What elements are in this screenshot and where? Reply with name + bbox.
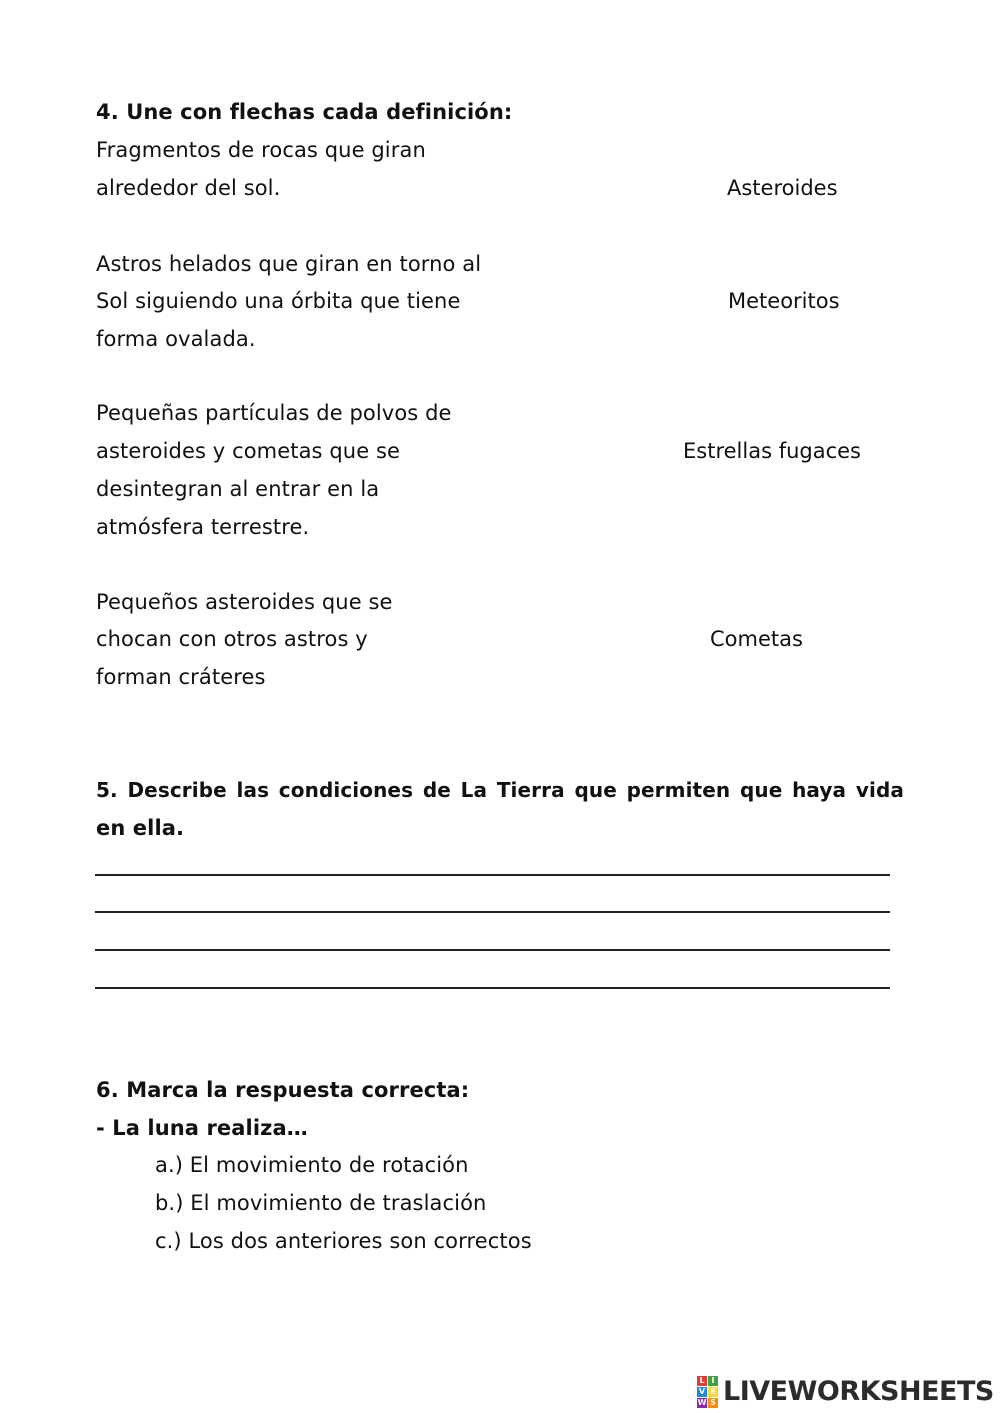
logo-cell: L — [697, 1376, 707, 1386]
definition-4-line-3: forman cráteres — [96, 665, 266, 689]
definition-3-line-2: asteroides y cometas que se — [96, 439, 401, 463]
option-b[interactable]: b.) El movimiento de traslación — [155, 1191, 487, 1215]
definition-1-line-1: Fragmentos de rocas que giran — [96, 138, 426, 162]
answer-line-2[interactable] — [95, 911, 890, 913]
section-5-heading-line-1: 5. Describe las condiciones de La Tierra que permiten que haya vida — [96, 778, 904, 802]
logo-cell: E — [708, 1387, 718, 1397]
term-estrellas-fugaces[interactable]: Estrellas fugaces — [683, 439, 861, 463]
watermark-text: LIVEWORKSHEETS — [723, 1376, 994, 1407]
section-6-heading: 6. Marca la respuesta correcta: — [96, 1078, 470, 1102]
liveworksheets-watermark — [697, 1376, 994, 1408]
logo-cell: I — [708, 1376, 718, 1386]
answer-line-4[interactable] — [95, 987, 890, 989]
term-meteoritos[interactable]: Meteoritos — [728, 289, 840, 313]
term-asteroides[interactable]: Asteroides — [727, 176, 838, 200]
logo-cell: S — [708, 1398, 718, 1408]
section-5-heading-line-2: en ella. — [96, 816, 185, 840]
option-c[interactable]: c.) Los dos anteriores son correctos — [155, 1229, 532, 1253]
definition-3-line-1: Pequeñas partículas de polvos de — [96, 401, 452, 425]
definition-2-line-3: forma ovalada. — [96, 327, 256, 351]
section-6-question: - La luna realiza… — [96, 1116, 308, 1140]
definition-3-line-3: desintegran al entrar en la — [96, 477, 380, 501]
answer-line-3[interactable] — [95, 949, 890, 951]
section-4-heading: 4. Une con flechas cada definición: — [96, 100, 513, 124]
definition-2-line-1: Astros helados que giran en torno al — [96, 252, 482, 276]
logo-cell: W — [697, 1398, 707, 1407]
definition-2-line-2: Sol siguiendo una órbita que tiene — [96, 289, 461, 313]
definition-4-line-1: Pequeños asteroides que se — [96, 590, 393, 614]
definition-4-line-2: chocan con otros astros y — [96, 627, 368, 651]
liveworksheets-logo-icon — [697, 1376, 718, 1408]
logo-cell: V — [698, 1387, 706, 1396]
definition-1-line-2: alrededor del sol. — [96, 176, 281, 200]
term-cometas[interactable]: Cometas — [710, 627, 803, 651]
answer-line-1[interactable] — [95, 874, 890, 876]
option-a[interactable]: a.) El movimiento de rotación — [155, 1153, 469, 1177]
definition-3-line-4: atmósfera terrestre. — [96, 515, 310, 539]
